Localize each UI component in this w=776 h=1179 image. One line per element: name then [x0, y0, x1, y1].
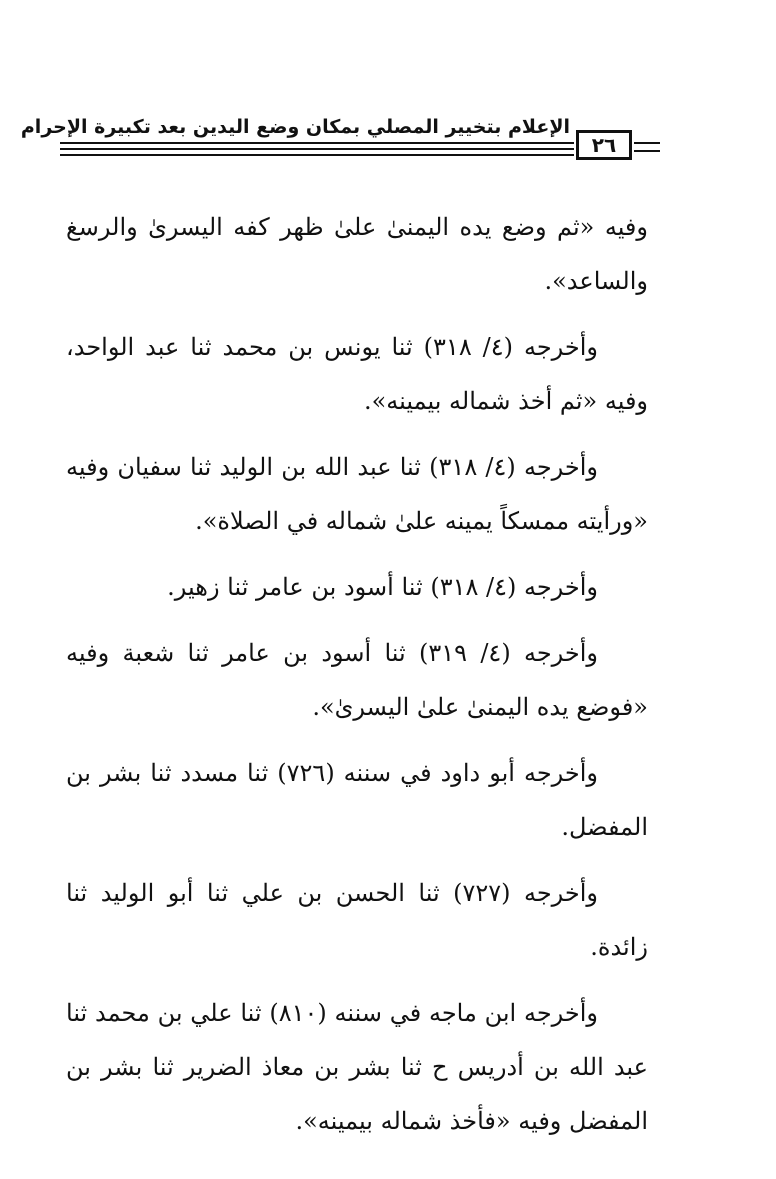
page-header	[20, 108, 660, 168]
header-rule-right-top	[634, 142, 660, 144]
page-number: ٢٦	[576, 130, 632, 160]
paragraph: وأخرجه (٤/ ٣١٨) ثنا عبد الله بن الوليد ثنا سفيان وفيه «ورأيته ممسكاً يمينه علىٰ شماله في الصلاة».	[66, 453, 648, 535]
paragraph: وأخرجه (٤/ ٣١٩) ثنا أسود بن عامر ثنا شعبة وفيه «فوضع يده اليمنىٰ علىٰ اليسرىٰ».	[66, 639, 648, 721]
header-rule-bottom	[60, 154, 574, 156]
header-rule-right-bottom	[634, 150, 660, 152]
header-rule-top	[60, 142, 574, 144]
paragraph: وأخرجه (٧٢٧) ثنا الحسن بن علي ثنا أبو الوليد ثنا زائدة.	[66, 879, 648, 961]
paragraph: وأخرجه ابن ماجه في سننه (٨١٠) ثنا علي بن محمد ثنا عبد الله بن أدريس ح ثنا بشر بن معاذ الضرير ثنا بشر بن المفضل وفيه «فأخذ شماله بيمينه».	[66, 999, 648, 1135]
header-rule-middle	[60, 148, 574, 150]
paragraph: وأخرجه (٤/ ٣١٨) ثنا يونس بن محمد ثنا عبد الواحد، وفيه «ثم أخذ شماله بيمينه».	[66, 333, 648, 415]
book-title: الإعلام بتخيير المصلي بمكان وضع اليدين بعد تكبيرة الإحرام	[20, 116, 570, 138]
main-text	[66, 200, 648, 1160]
paragraph: وأخرجه أبو داود في سننه (٧٢٦) ثنا مسدد ثنا بشر بن المفضل.	[66, 759, 648, 841]
paragraph: وأخرجه (٤/ ٣١٨) ثنا أسود بن عامر ثنا زهير.	[167, 573, 598, 601]
paragraph: وفيه «ثم وضع يده اليمنىٰ علىٰ ظهر كفه اليسرىٰ والرسغ والساعد».	[66, 213, 648, 295]
